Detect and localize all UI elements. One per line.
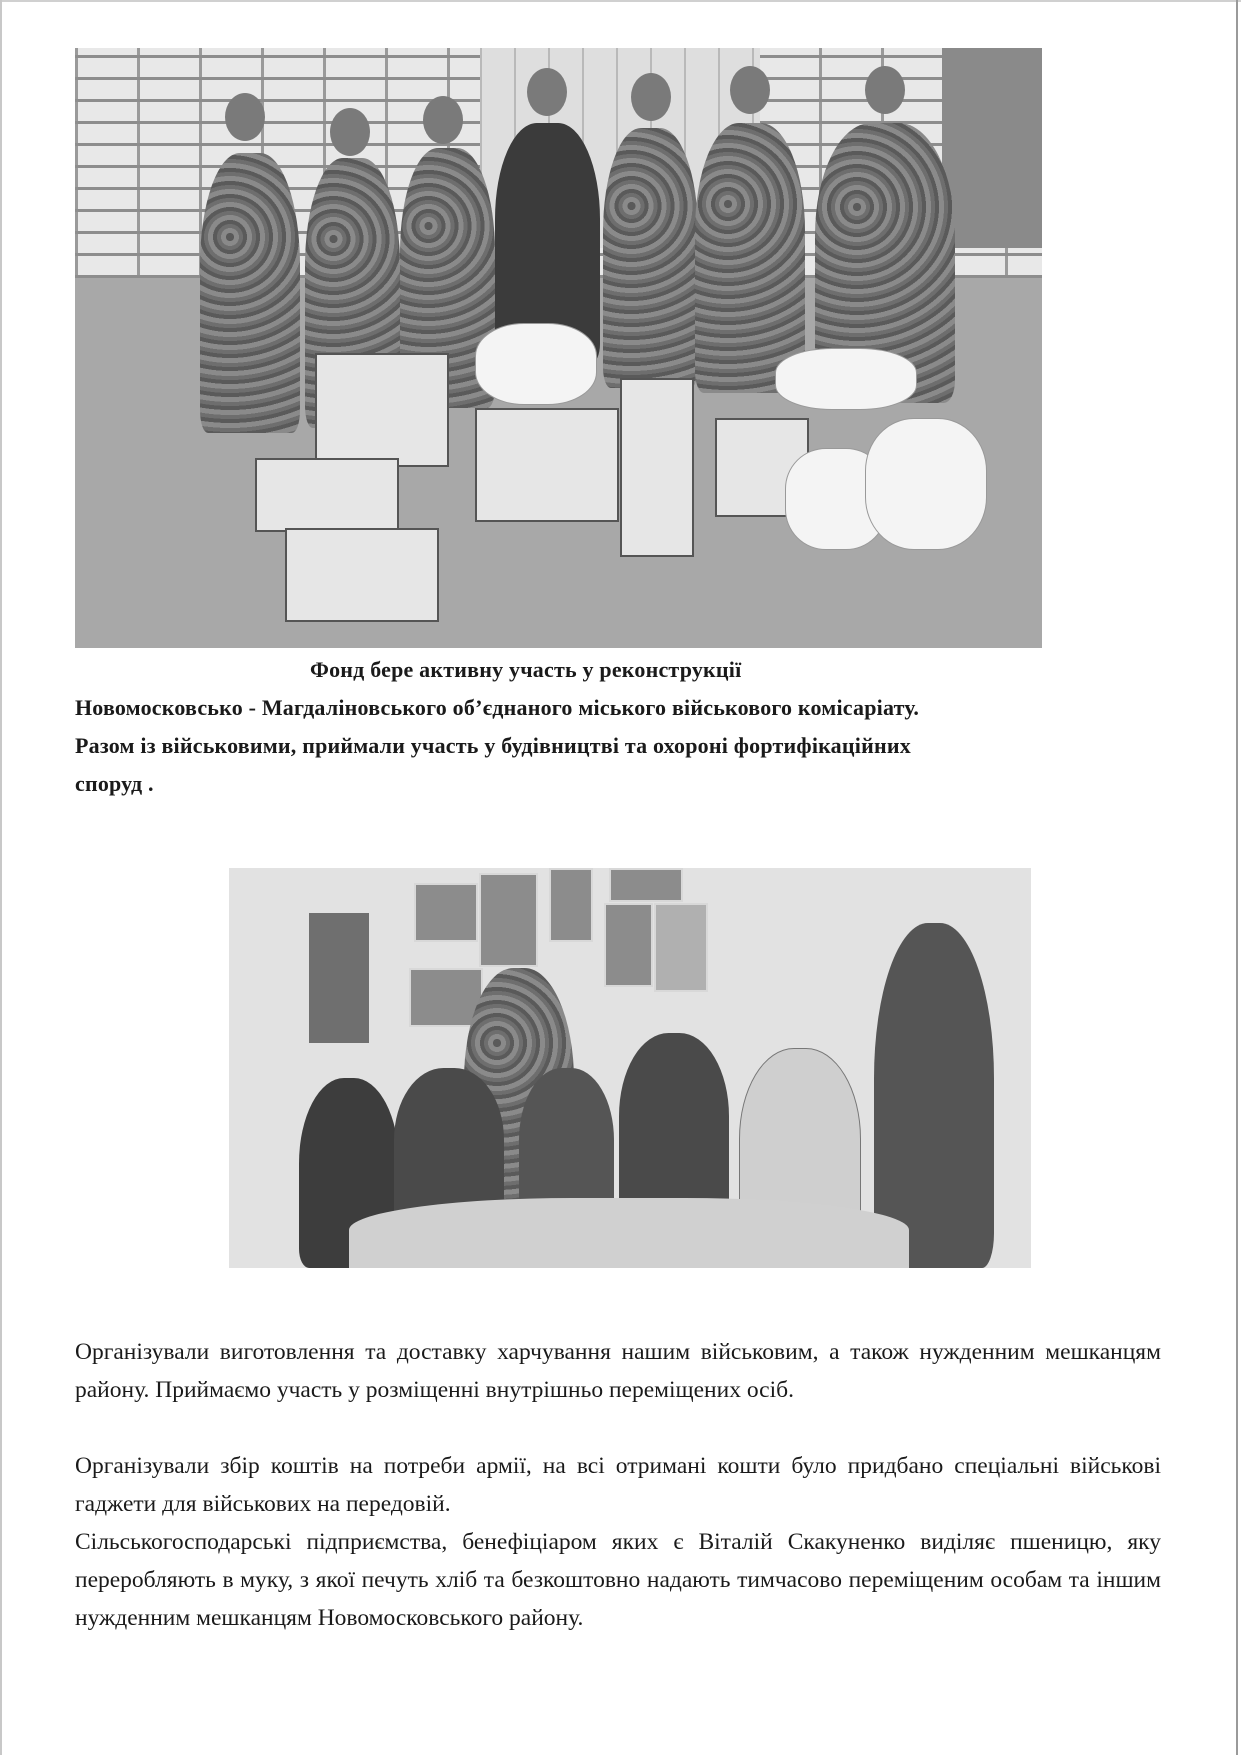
person-head	[631, 73, 671, 121]
person-head	[423, 96, 463, 144]
person	[200, 153, 300, 433]
supply-box	[285, 528, 439, 622]
supply-bag	[475, 323, 597, 405]
person	[603, 128, 698, 388]
scan-border-top	[0, 0, 1241, 2]
paragraph-fundraising	[75, 1447, 1161, 1523]
supply-bag	[865, 418, 987, 550]
paragraph-food-delivery	[75, 1333, 1161, 1409]
poster	[414, 883, 478, 942]
paragraph-agriculture-bread	[75, 1523, 1161, 1637]
caption-line: споруд .	[75, 771, 154, 796]
meeting-table	[349, 1198, 909, 1268]
supply-box	[620, 378, 694, 557]
supply-box	[315, 353, 449, 467]
caption-line: Разом із військовими, приймали участь у будівництві та охороні фортифікаційних	[75, 733, 911, 758]
shelf	[309, 913, 369, 1043]
person-head	[527, 68, 567, 116]
scan-border-left	[0, 0, 2, 1755]
person-head	[865, 66, 905, 114]
photo-meeting-at-table	[229, 868, 1031, 1268]
scan-border-right	[1236, 0, 1238, 1755]
photo-soldiers-with-supplies	[75, 48, 1042, 648]
paragraph-text: Організували виготовлення та доставку харчування нашим військовим, а також нужденним мешканцям району. Приймаємо участь у розміщенні внутрішньо переміщених осіб.	[75, 1339, 1161, 1403]
poster	[609, 868, 683, 902]
person	[695, 123, 805, 393]
poster	[654, 903, 708, 992]
supply-box	[475, 408, 619, 522]
caption-line: Новомосковсько - Магдаліновського об’єднаного міського військового комісаріату.	[75, 695, 920, 720]
person	[619, 1033, 729, 1218]
poster	[549, 868, 593, 942]
person-head	[225, 93, 265, 141]
dark-wall-section	[942, 48, 1042, 248]
poster	[604, 903, 653, 987]
paragraph-text: Організували збір коштів на потреби армії, на всі отримані кошти було придбано спеціальні військові гаджети для військових на передовій.	[75, 1453, 1161, 1517]
paragraph-text: Сільськогосподарські підприємства, бенефіціаром яких є Віталій Скакуненко виділяє пшеницю, яку переробляють в муку, з якої печуть хліб та безкоштовно надають тимчасово переміщеним особам та іншим нужденним мешканцям Новомосковського району.	[75, 1529, 1161, 1631]
supply-box	[255, 458, 399, 532]
caption-line: Фонд бере активну участь у реконструкції	[310, 657, 742, 682]
poster	[479, 873, 538, 967]
supply-bag	[775, 348, 917, 410]
person-head	[330, 108, 370, 156]
person-head	[730, 66, 770, 114]
person	[874, 923, 994, 1268]
